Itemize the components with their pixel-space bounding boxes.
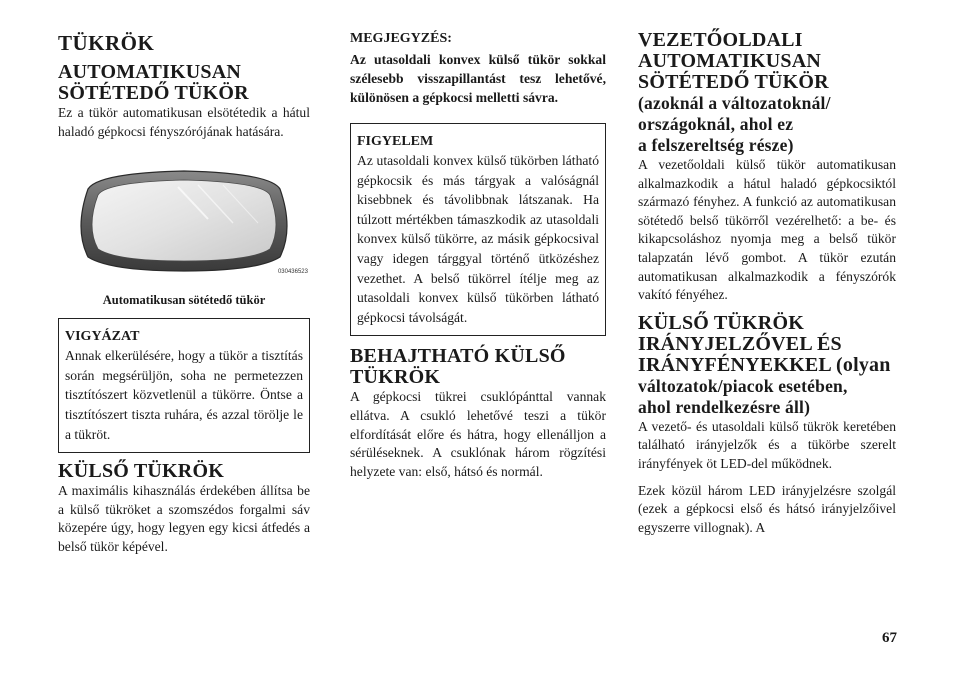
page-number: 67 xyxy=(882,630,897,646)
note-title: MEGJEGYZÉS: xyxy=(350,31,452,46)
caution-box xyxy=(58,318,310,453)
section-body-driver-auto-dimming: A vezetőoldali külső tükör automatikusan alkalmazkodik a hátul haladó gépkocsiktól származó fényhez. A funkció az automatikusan sötétedő belső tükörről vezérelhető: a be- és kikapcsoláshoz nyomja meg a belső tükör talapzatán lévő gombot. A tükör ezután automatikusan alkalmazkodik a fényszórók vakító fényéhez. xyxy=(638,157,896,303)
warning-title: FIGYELEM xyxy=(357,134,434,149)
warning-box xyxy=(350,123,606,336)
figure-code: 030436523 xyxy=(277,269,308,276)
column-middle xyxy=(350,30,606,481)
column-left xyxy=(58,30,310,557)
section-title-driver-auto-dimming xyxy=(638,30,896,93)
column-right xyxy=(638,30,896,537)
section-title-line: IRÁNYJELZŐVEL ÉS xyxy=(638,332,842,355)
chapter-title: TÜKRÖK xyxy=(58,31,155,55)
mirror-figure xyxy=(58,149,310,289)
section-body-signal-mirrors-2: Ezek közül három LED irányjelzésre szolgál (ezek a gépkocsi első és hátsó irányjelzőivel egyszerre villognak). A xyxy=(638,482,896,535)
section-title-line: IRÁNYFÉNYEKKEL (olyan xyxy=(638,353,891,376)
section-title-line: KÜLSŐ TÜKRÖK xyxy=(638,311,804,334)
subtitle-line: (azoknál a változatoknál/ xyxy=(638,93,831,113)
section-body-exterior-mirrors: A maximális kihasználás érdekében állítsa be a külső tükröket a szomszédos forgalmi sáv közepére úgy, hogy legyen egy kicsi átfedés a belső tükör képével. xyxy=(58,483,310,554)
section-body-auto-dimming: Ez a tükör automatikusan elsötétedik a hátul haladó gépkocsi fényszórójának hatására. xyxy=(58,105,310,139)
rearview-mirror-illustration xyxy=(58,149,310,289)
caution-title: VIGYÁZAT xyxy=(65,329,140,345)
section-title-line: BEHAJTHATÓ KÜLSŐ xyxy=(350,345,566,368)
subtitle-line: ahol rendelkezésre áll) xyxy=(638,396,811,417)
section-title-exterior-mirrors: KÜLSŐ TÜKRÖK xyxy=(58,460,224,483)
subtitle-line: változatok/piacok esetében, xyxy=(638,375,848,396)
section-title-line: SÖTÉTEDŐ TÜKÖR xyxy=(58,82,249,104)
figure-caption: Automatikusan sötétedő tükör xyxy=(102,293,266,308)
section-title-line: VEZETŐOLDALI xyxy=(638,29,803,51)
subtitle-line: országoknál, ahol ez xyxy=(638,114,794,134)
section-title-line: AUTOMATIKUSAN xyxy=(638,50,821,72)
section-body-folding-mirrors: A gépkocsi tükrei csuklópánttal vannak ellátva. A csukló lehetővé teszi a tükör elfordítását előre és hátra, hogy ellenálljon a sérüléseknek. A csuklónak három rögzítési helyzete van: első, hátsó és normál. xyxy=(350,389,606,479)
section-title-line: SÖTÉTEDŐ TÜKÖR xyxy=(638,71,829,93)
section-title-folding-mirrors xyxy=(350,346,606,388)
subtitle-line: a felszereltség része) xyxy=(638,135,794,155)
caution-body: Annak elkerülésére, hogy a tükör a tisztítás során megsérüljön, soha ne permetezzen tisztítószert közvetlenül a tükörre. Öntse a tisztítószert tiszta ruhára, és azzal törölje le a tükröt. xyxy=(65,348,303,442)
warning-body: Az utasoldali konvex külső tükörben látható gépkocsik és más tárgyak a valóságnál kisebbnek és távolibbnak látszanak. Ha túlzott mértékben támaszkodik az utasoldali konvex külső tükörre, az másik gépkocsival vagy idegen tárggyal történő ütközéshez vezethet. A belső tükörrel ítélje meg az utasoldali konvex külső tükörben látható gépkocsi távolságát. xyxy=(357,153,599,325)
section-title-line: TÜKRÖK xyxy=(350,366,441,389)
note-body: Az utasoldali konvex külső tükör sokkal szélesebb visszapillantást tesz lehetővé, különösen a gépkocsi melletti sávra. xyxy=(350,52,606,105)
section-body-signal-mirrors-1: A vezető- és utasoldali külső tükrök keretében található irányjelzők és a tükörbe szerelt irányfények öt LED-del működnek. xyxy=(638,418,896,471)
section-title-line: AUTOMATIKUSAN xyxy=(58,61,241,83)
section-title-auto-dimming-mirror xyxy=(58,62,310,104)
section-title-signal-mirrors xyxy=(638,313,896,376)
section-subtitle-availability xyxy=(638,93,896,156)
section-subtitle-markets xyxy=(638,376,896,418)
